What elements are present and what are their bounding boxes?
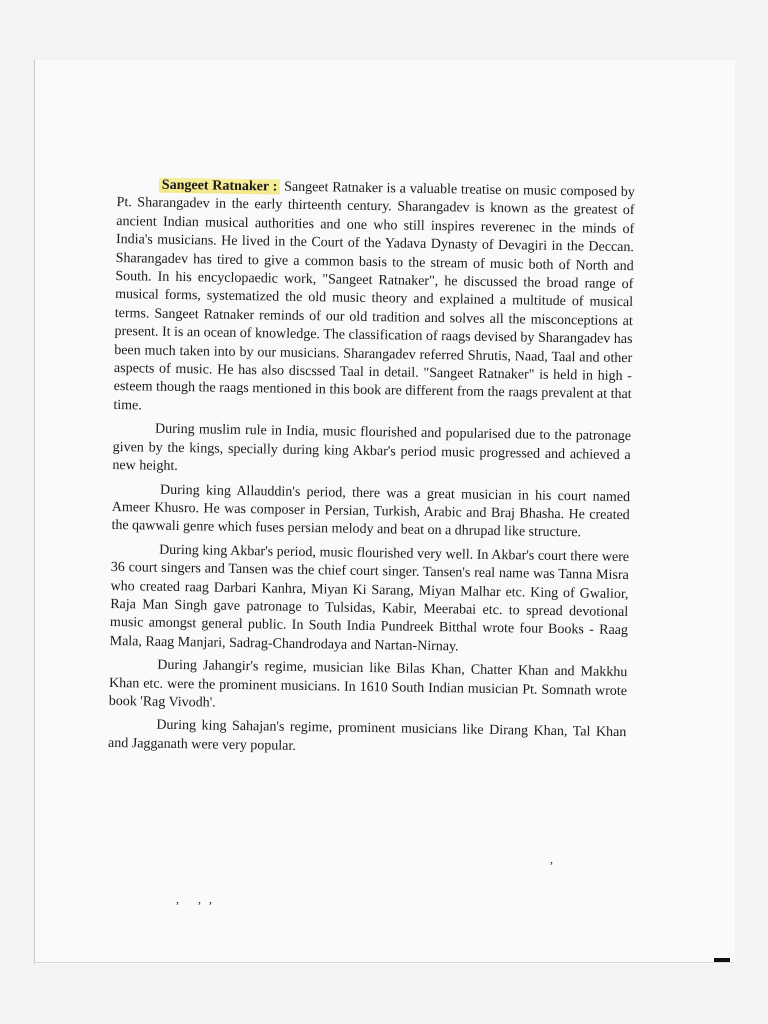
paragraph-sangeet-ratnaker — [113, 176, 635, 423]
paragraph-sahajan: During king Sahajan's regime, prominent musicians like Dirang Khan, Tal Khan and Jagganath were very popular. — [107, 718, 627, 754]
paragraph-text: Sangeet Ratnaker is a valuable treatise on music composed by Pt. Sharangadev in the early thirteenth century. Sharangadev is known as the greatest of ancient Indian musical authorities and one who still inspires reverenec in the minds of India's musicians. He lived in the Court of the Yadava Dynasty of Devagiri in the Deccan. Sharangadev has tired to give a common basis to the stream of music both of North and South. In his encyclopaedic work, "Sangeet Ratnaker", he discussed the broad range of musical forms, systematized the old music theory and explained a multitude of musical terms. Sangeet Ratnaker reminds of our old tradition and solves all the misconceptions at present. It is an ocean of knowledge. The classification of raags devised by Sharangadev has been much taken into by our musicians. Sharangadev referred Shrutis, Naad, Taal and other aspects of music. He has also discssed Taal in detail. "Sangeet Ratnaker" is held in high - esteem though the raags mentioned in this book are different from the raags prevalent at that time. — [113, 179, 635, 414]
paragraph-allauddin: During king Allauddin's period, there was a great musician in his court named Ameer Khusro. He was composer in Persian, Turkish, Arabic and Braj Bhasha. He created the qawwali genre which fuses persian melody and beat on a dhrupad like structure. — [111, 482, 631, 541]
stray-tick: , — [550, 852, 553, 866]
stray-marks: , ,, — [176, 892, 220, 906]
page-bottom-edge — [34, 962, 734, 963]
section-heading: Sangeet Ratnaker : — [159, 178, 281, 195]
scan-edge-mark — [714, 958, 730, 962]
paragraph-muslim-rule: During muslim rule in India, music flourished and popularised due to the patronage given by the kings, specially during king Akbar's period music progressed and achieved a new height. — [112, 421, 632, 475]
paragraph-akbar: During king Akbar's period, music flourished very well. In Akbar's court there were 36 court singers and Tansen was the chief court singer. Tansen's real name was Tanna Misra who created raag Darbari Kanhra, Miyan Ki Sarang, Miyan Malhar etc. King of Gwalior, Raja Man Singh gave patronage to Tulsidas, Kabir, Meerabai etc. to spread devotional music amongst general public. In South India Pundreek Bitthal wrote four Books - Raag Mala, Raag Manjari, Sadrag-Chandrodaya and Nartan-Nirnay. — [109, 542, 630, 655]
document-body — [108, 176, 635, 761]
paragraph-jahangir: During Jahangir's regime, musician like Bilas Khan, Chatter Khan and Makkhu Khan etc. were the prominent musicians. In 1610 South Indian musician Pt. Somnath wrote book 'Rag Vivodh'. — [108, 657, 628, 711]
